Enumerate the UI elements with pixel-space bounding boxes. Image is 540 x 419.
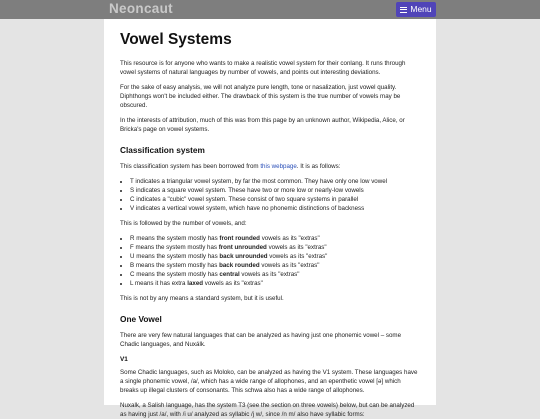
list-item-text: vowels as its "extras" bbox=[259, 262, 320, 269]
menu-button-label: Menu bbox=[410, 4, 432, 14]
list-item bbox=[130, 261, 420, 270]
list-item-text: C means the system mostly has bbox=[130, 271, 220, 278]
one-vowel-paragraph: There are very few natural languages that can be analyzed as having just one phonemic vowel – some Chadic languages, and Nuxálk. bbox=[120, 332, 402, 348]
page-title: Vowel Systems bbox=[120, 31, 232, 48]
classification-heading: Classification system bbox=[120, 145, 205, 155]
intro-paragraph-2: For the sake of easy analysis, we will not analyze pure length, tone or nasalization, just vowel quality. Diphthongs won't be included either. The drawback of this system is the true number of vowels may be obscured. bbox=[120, 84, 401, 109]
followed-by-text: This is followed by the number of vowels, and: bbox=[120, 220, 247, 227]
extras-list bbox=[120, 234, 420, 288]
list-item-text: vowels as its "extras" bbox=[259, 235, 320, 242]
shape-list bbox=[120, 177, 420, 213]
list-item-text: vowels as its "extras" bbox=[203, 280, 263, 287]
list-item-text: vowels as its "extras" bbox=[267, 253, 328, 260]
list-item: • T indicates a triangular vowel system, by far the most common. They have only one low vowel bbox=[130, 177, 420, 186]
v1-heading: V1 bbox=[120, 356, 128, 363]
classification-intro bbox=[120, 162, 420, 171]
list-item: • C indicates a "cubic" vowel system. These consist of two square systems in parallel bbox=[130, 195, 420, 204]
intro-paragraph-1: This resource is for anyone who wants to make a realistic vowel system for their conlang. It runs through vowel systems of natural languages by number of vowels, and points out interesting deviations. bbox=[120, 60, 406, 76]
list-item-text: B means the system mostly has bbox=[130, 262, 220, 269]
list-item-text: vowels as its "extras" bbox=[266, 244, 327, 251]
list-item bbox=[130, 252, 420, 261]
list-item-text: L means it has extra bbox=[130, 280, 188, 287]
classification-intro-after: . It is as follows: bbox=[296, 163, 341, 170]
v1-paragraph: Some Chadic languages, such as Moloko, can be analyzed as having the V1 system. These languages have a single phonemic vowel, /a/, which has a wide range of allophones, and an epenthetic vowel [ə] which breaks up illegal clusters of consonants. This schwa also has a wide range of allophones. bbox=[120, 369, 418, 394]
top-navigation-bar bbox=[0, 0, 540, 19]
list-item-bold: front rounded bbox=[219, 235, 260, 242]
intro-paragraph-3: In the interests of attribution, much of this was from this page by an unknown author, Wikipedia, Alice, or Bricka's page on vowel systems. bbox=[120, 117, 405, 133]
list-item-bold: front unrounded bbox=[218, 244, 267, 251]
article-page bbox=[104, 19, 436, 418]
not-standard-text: This is not by any means a standard system, but it is useful. bbox=[120, 295, 284, 302]
list-item bbox=[130, 279, 420, 288]
list-item bbox=[130, 234, 420, 243]
list-item-text: R means the system mostly has bbox=[130, 235, 220, 242]
list-item bbox=[130, 243, 420, 252]
list-item-bold: back unrounded bbox=[219, 253, 268, 260]
list-item-bold: central bbox=[219, 271, 240, 278]
hamburger-icon bbox=[400, 7, 407, 13]
classification-intro-before: This classification system has been borrowed from bbox=[120, 163, 261, 170]
list-item bbox=[130, 270, 420, 279]
article-content bbox=[104, 19, 436, 419]
site-logo[interactable]: Neoncaut bbox=[109, 1, 173, 16]
list-item-text: U means the system mostly has bbox=[130, 253, 220, 260]
list-item-bold: laxed bbox=[187, 280, 204, 287]
nuxalk-paragraph: Nuxalk, a Salish language, has the system T3 (see the section on three vowels) below, but can be analyzed as having just /a/, with /i u/ analyzed as syllabic /j w/, since /n m/ also have syllabic forms: bbox=[120, 402, 415, 418]
list-item-bold: back rounded bbox=[219, 262, 260, 269]
one-vowel-heading: One Vowel bbox=[120, 314, 162, 324]
list-item: • S indicates a square vowel system. These have two or more low or nearly-low vowels bbox=[130, 186, 420, 195]
list-item-text: vowels as its "extras" bbox=[239, 271, 300, 278]
list-item-text: F means the system mostly has bbox=[130, 244, 219, 251]
list-item: • V indicates a vertical vowel system, which have no phonemic distinctions of backness bbox=[130, 204, 420, 213]
menu-button[interactable] bbox=[396, 2, 436, 17]
webpage-link[interactable]: this webpage bbox=[260, 163, 297, 170]
